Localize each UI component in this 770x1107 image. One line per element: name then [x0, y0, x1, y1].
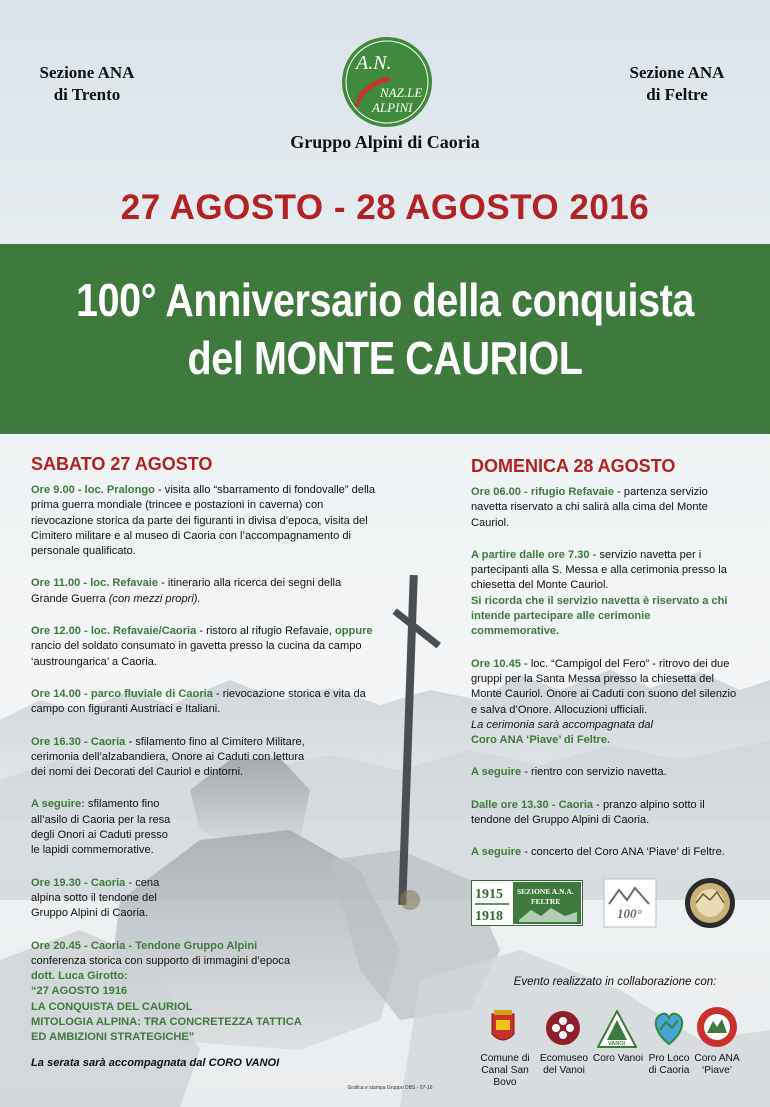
coro-vanoi-logo-icon [597, 1010, 637, 1048]
partner-coro-vanoi-line1: Coro Vanoi [592, 1053, 644, 1064]
sat-event-3-text2: rancio del soldato consumato in gavetta presso la cucina da campo ‘austroungarica’ a Caoria. [31, 640, 362, 668]
sezione-trento-line1: Sezione ANA [39, 63, 135, 82]
sat-event-5-text: - sfilamento fino al Cimitero Militare, cerimonia dell’alzabandiera, Onore ai Caduti con lettura dei nomi dei Decorati del Cauriol e dintorni. [31, 735, 305, 779]
sun-event-6-text: - concerto del Coro ANA ‘Piave’ di Feltre. [521, 846, 725, 859]
saturday-closing-note: La serata sarà accompagnata dal CORO VANOI [31, 1056, 280, 1069]
group-name: Gruppo Alpini di Caoria [290, 132, 480, 152]
partner-label-ecomuseo [538, 1053, 590, 1077]
title-line1: 100° Anniversario della conquista [76, 274, 694, 326]
sat-event-2-text: - itinerario alla ricerca dei segni della Grande Guerra [31, 577, 342, 605]
partner-label-pro-loco [645, 1053, 693, 1077]
sun-event-5-time: Dalle ore 13.30 - Caoria [471, 798, 594, 811]
sun-event-1 [471, 485, 741, 531]
sun-event-3 [471, 657, 741, 749]
sun-event-2 [471, 548, 741, 640]
sat-event-3 [31, 624, 376, 670]
sat-event-8-talk-line2: LA CONQUISTA DEL CAURIOL [31, 1000, 193, 1013]
badge-feltre-text: FELTRE [531, 897, 561, 906]
sun-event-4-time: A seguire [471, 766, 522, 779]
coro-vanoi-logo-text: VANOI [608, 1041, 626, 1047]
sun-event-2-time: A partire dalle ore 7.30 [471, 548, 590, 561]
sat-event-8-talk-line4: ED AMBIZIONI STRATEGICHE” [31, 1031, 195, 1044]
sat-event-4-time: Ore 14.00 - parco fluviale di Caoria [31, 687, 213, 700]
sat-event-4 [31, 687, 376, 718]
sunday-program [471, 485, 741, 878]
sat-event-1 [31, 483, 376, 559]
coro-ana-piave-logo-icon [696, 1006, 738, 1048]
sun-event-3-time: Ore 10.45 [471, 657, 521, 670]
sun-event-1-text: - partenza servizio navetta riservato a chi salirà alla cima del Monte Cauriol. [471, 486, 708, 529]
sun-event-3-note: La cerimonia sarà accompagnata dal [471, 718, 653, 731]
sat-event-5 [31, 735, 321, 781]
comune-canal-san-bovo-crest-icon [490, 1010, 516, 1048]
logo-text-top: A.N. [356, 52, 392, 74]
badge-year-1915: 1915 [475, 887, 503, 902]
sat-event-3-time: Ore 12.00 - loc. Refavaie/Caoria [31, 625, 197, 638]
printer-credit: Grafica e stampa Gruppo DBS - 07-16 [347, 1085, 433, 1091]
medal-badge [683, 876, 737, 930]
partner-pro-loco-line1: Pro Loco [648, 1053, 690, 1064]
ecomuseo-vanoi-logo-icon [545, 1010, 581, 1046]
badge-year-1918: 1918 [475, 909, 503, 924]
sun-event-4 [471, 765, 741, 780]
sat-event-1-text: - visita allo “sbarramento di fondovalle” della prima guerra mondiale (trincee e postazioni in caverna) con rievocazione storica da parte dei figuranti in divisa d’epoca, visita del Cimitero militare e al museo di Caoria con l’accompagnamento di personale qualificato. [31, 484, 376, 558]
sun-event-5-text: - pranzo alpino sotto il tendone del Gruppo Alpini di Caoria. [471, 798, 705, 827]
sat-event-3-oppure: oppure [335, 625, 373, 638]
sezione-feltre-line2: di Feltre [646, 85, 708, 104]
centenary-badge [603, 878, 657, 928]
title-line2: del MONTE CAURIOL [187, 332, 583, 384]
sat-event-1-time: Ore 9.00 - loc. Pralongo [31, 484, 155, 496]
sun-event-3-coro: Coro ANA ‘Piave’ di Feltre. [471, 734, 611, 747]
sat-event-4-text: - rievocazione storica e vita da campo con figuranti Austriaci e Italiani. [31, 687, 366, 716]
partner-coro-ana-line2: ‘Piave’ [701, 1065, 732, 1076]
partner-ecomuseo-line1: Ecomuseo [539, 1053, 589, 1064]
sat-event-8-time: Ore 20.45 - Caoria - Tendone Gruppo Alpini [31, 939, 258, 952]
sunday-heading: DOMENICA 28 AGOSTO [471, 456, 676, 476]
logo-text-mid: NAZ.LE [380, 85, 423, 100]
saturday-program [31, 483, 376, 1071]
centenary-text: 100° [617, 906, 642, 921]
sun-event-6-time: A seguire [471, 846, 522, 859]
logo-text-bottom: ALPINI [372, 100, 413, 115]
sat-event-7 [31, 876, 171, 922]
sat-event-8-talk-line3: MITOLOGIA ALPINA: TRA CONCRETEZZA TATTICA [31, 1016, 302, 1029]
sun-event-2-text: - servizio navetta per i partecipanti alla S. Messa e alla cerimonia presso la chiesetta del Monte Cauriol. [471, 548, 727, 592]
sat-event-7-text: - cena alpina sotto il tendone del Gruppo Alpini di Caoria. [31, 876, 160, 920]
sat-event-2 [31, 576, 376, 607]
event-title [54, 271, 716, 387]
sezione-trento-line2: di Trento [53, 85, 121, 104]
collaboration-heading: Evento realizzato in collaborazione con: [513, 976, 717, 988]
sezione-feltre-label [612, 62, 742, 106]
sat-event-6-text: sfilamento fino all’asilo di Caoria per la resa degli Onori ai Caduti presso le lapidi commemorative. [31, 798, 171, 857]
partner-coro-ana-line1: Coro ANA [694, 1053, 740, 1064]
sat-event-8-speaker: dott. Luca Girotto: [31, 970, 128, 983]
sezione-trento-label [22, 62, 152, 106]
sat-event-8-text: conferenza storica con supporto di immagini d’epoca [31, 954, 290, 967]
ana-logo [340, 35, 434, 129]
partner-comune-line1: Comune di [480, 1053, 530, 1064]
saturday-heading: SABATO 27 AGOSTO [31, 454, 213, 474]
partner-label-coro-vanoi [590, 1053, 646, 1065]
partner-label-comune [473, 1053, 537, 1089]
event-dates: 27 AGOSTO - 28 AGOSTO 2016 [120, 188, 650, 227]
sun-event-2-note: Si ricorda che il servizio navetta è riservato a chi intende partecipare alle cerimonie commemorative. [471, 594, 728, 638]
sun-event-1-time: Ore 06.00 - rifugio Refavaie [471, 486, 615, 498]
partner-label-coro-ana [692, 1053, 742, 1077]
sezione-feltre-line1: Sezione ANA [629, 63, 725, 82]
sat-event-5-time: Ore 16.30 - Caoria [31, 735, 126, 748]
sat-event-2-time: Ore 11.00 - loc. Refavaie [31, 577, 159, 590]
badge-sezione-text: SEZIONE A.N.A. [517, 887, 574, 896]
sezione-feltre-badge [471, 880, 583, 926]
sat-event-8-talk-line1: “27 AGOSTO 1916 [31, 985, 128, 998]
sat-event-6-time: A seguire: [31, 798, 85, 811]
partner-pro-loco-line2: di Caoria [648, 1065, 690, 1076]
sun-event-6 [471, 845, 741, 860]
pro-loco-caoria-logo-icon [652, 1010, 686, 1046]
sun-event-4-text: - rientro con servizio navetta. [521, 766, 667, 779]
sat-event-8 [31, 939, 376, 1046]
sun-event-5 [471, 798, 741, 829]
partner-ecomuseo-line2: del Vanoi [543, 1065, 585, 1076]
sat-event-6 [31, 797, 176, 858]
sat-event-3-text: - ristoro al rifugio Refavaie, [196, 625, 335, 638]
sun-event-3-text: - loc. “Campigol del Fero” - ritrovo dei due gruppi per la Santa Messa presso la chiesetta del Monte Cauriol. Onore ai Caduti con suono del silenzio e salva d’Onore. Allocuzioni ufficiali. [471, 657, 737, 716]
partner-comune-line2: Canal San Bovo [481, 1065, 529, 1088]
sat-event-2-note: (con mezzi propri). [108, 592, 201, 605]
sat-event-7-time: Ore 19.30 - Caoria [31, 876, 126, 889]
